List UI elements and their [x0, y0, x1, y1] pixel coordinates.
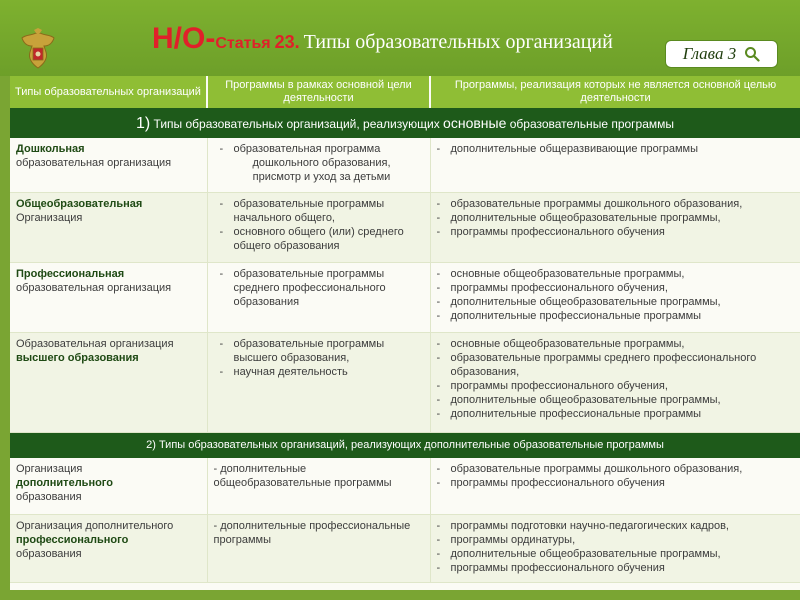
section-header: 2) Типы образовательных организаций, реализующих дополнительные образовательные программы: [10, 432, 800, 458]
table-row: Образовательная организация высшего образования - образовательные программы высшего образования, - научная деятельность - основные общеобразовательные программы, - образовательные программы среднего профессионального образования, - программы профессионального обучения, - дополнительные общеобразовательные программы, - дополнительные профессиональные программы: [10, 332, 800, 432]
table-row: Организация дополнительного образования - дополнительные общеобразовательные программы - образовательные программы дошкольного образования, - программы профессионального обучения: [10, 458, 800, 514]
column-header: Программы, реализация которых не является основной целью деятельности: [430, 76, 800, 108]
table-header-row: [10, 76, 800, 108]
section-header: 1) Типы образовательных организаций, реализующих основные образовательные программы: [10, 108, 800, 138]
programs-table: [10, 76, 800, 590]
title-text: Типы образовательных организаций: [303, 31, 613, 53]
chapter-label: Глава 3: [682, 44, 737, 63]
coat-of-arms-icon: [18, 28, 58, 70]
search-icon: [744, 46, 760, 62]
column-header: Программы в рамках основной цели деятельности: [207, 76, 430, 108]
table-row: Общеобразовательная Организация - образовательные программы начального общего, - основного общего (или) среднего общего образования - образовательные программы дошкольного образования, - дополнительные общеобразовательные программы, - программы профессионального обучения: [10, 192, 800, 262]
title-article-number: 23.: [274, 32, 300, 52]
table-row: Профессиональная образовательная организация - образовательные программы среднего профессионального образования - основные общеобразовательные программы, - программы профессионального обучения, - дополнительные общеобразовательные программы, - дополнительные профессиональные программы: [10, 262, 800, 332]
chapter-button[interactable]: [665, 40, 778, 68]
title-bar: [0, 0, 800, 76]
title-prefix: Н/О-: [152, 22, 216, 55]
table-row: Дошкольная образовательная организация - образовательная программа дошкольного образования, присмотр и уход за детьми - дополнительные общеразвивающие программы: [10, 138, 800, 192]
table-row: Организация дополнительного профессионального образования - дополнительные профессиональные программы - программы подготовки научно-педагогических кадров, - программы ординатуры, - дополнительные общеобразовательные программы, - программы профессионального обучения: [10, 514, 800, 582]
column-header: Типы образовательных организаций: [10, 76, 207, 108]
title-article-word: Статья: [215, 35, 271, 52]
page-title: [152, 22, 613, 56]
